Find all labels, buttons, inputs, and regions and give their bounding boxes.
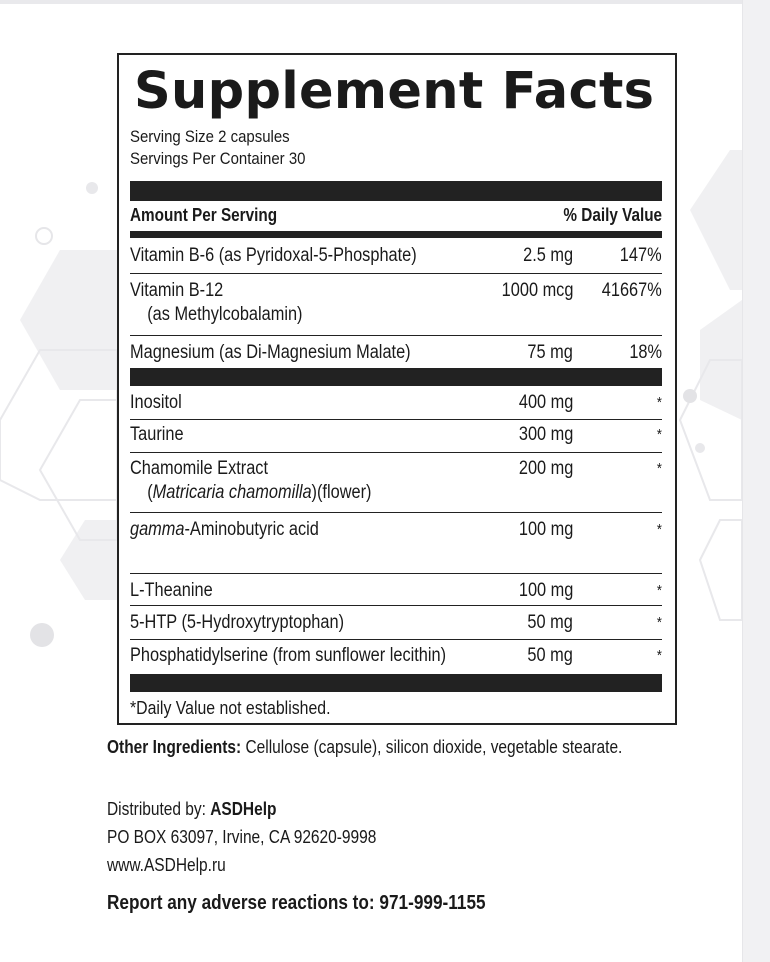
row-divider <box>130 335 662 336</box>
other-ingredients-label: Other Ingredients: <box>107 737 242 757</box>
ingredient-name-prefix: gamma <box>130 519 185 540</box>
panel-title: Supplement Facts <box>134 62 655 121</box>
row-divider <box>130 419 662 420</box>
distributor-address: PO BOX 63097, Irvine, CA 92620-9998 <box>107 827 377 847</box>
nutrient-amount: 1000 mcg <box>501 280 573 301</box>
ingredient-latin-name: Matricaria chamomilla <box>152 482 312 503</box>
ingredient-name: Inositol <box>130 392 182 413</box>
ingredient-name-block <box>130 457 371 505</box>
ingredient-daily-value: * <box>656 614 662 631</box>
supplement-facts-panel <box>117 53 677 725</box>
daily-value-header: % Daily Value <box>563 205 662 225</box>
ingredient-amount: 400 mg <box>518 392 573 413</box>
divider-thick <box>130 181 662 201</box>
right-side-panel <box>742 0 770 962</box>
distributor-label: Distributed by: <box>107 799 211 819</box>
ingredient-name-rest: -Aminobutyric acid <box>184 519 319 540</box>
ingredient-daily-value: * <box>656 460 662 477</box>
amount-per-serving-header: Amount Per Serving <box>130 205 278 225</box>
distributor-line <box>107 799 276 820</box>
ingredient-amount: 200 mg <box>518 458 573 479</box>
ingredient-name: Phosphatidylserine (from sunflower lecithin) <box>130 645 447 666</box>
servings-per-container: Servings Per Container 30 <box>130 149 306 168</box>
distributor-website: www.ASDHelp.ru <box>107 855 226 875</box>
row-divider <box>130 639 662 640</box>
row-divider <box>130 573 662 574</box>
divider-thick <box>130 674 662 692</box>
serving-size: Serving Size 2 capsules <box>130 127 290 146</box>
nutrient-name: Vitamin B-12 <box>130 280 224 301</box>
ingredient-name <box>130 518 319 542</box>
ingredient-amount: 300 mg <box>518 424 573 445</box>
distributor-name: ASDHelp <box>210 799 277 819</box>
other-ingredients <box>107 737 622 758</box>
ingredient-amount: 100 mg <box>518 580 573 601</box>
ingredient-daily-value: * <box>656 647 662 664</box>
ingredient-amount: 50 mg <box>527 645 573 666</box>
ingredient-amount: 100 mg <box>518 519 573 540</box>
ingredient-part: )(flower) <box>311 482 372 503</box>
divider-medium <box>130 231 662 238</box>
divider-thick <box>130 368 662 386</box>
nutrient-daily-value: 41667% <box>602 280 662 301</box>
ingredient-name: Chamomile Extract <box>130 458 269 479</box>
row-divider <box>130 512 662 513</box>
nutrient-name-block <box>130 279 302 327</box>
nutrient-daily-value: 18% <box>629 342 662 363</box>
nutrient-amount: 75 mg <box>527 342 573 363</box>
ingredient-source: (Matricaria chamomilla)(flower) <box>147 482 372 503</box>
ingredient-daily-value: * <box>656 582 662 599</box>
nutrient-amount: 2.5 mg <box>523 245 573 266</box>
ingredient-daily-value: * <box>656 426 662 443</box>
ingredient-name: L-Theanine <box>130 580 213 601</box>
ingredient-amount: 50 mg <box>527 612 573 633</box>
nutrient-name: Vitamin B-6 (as Pyridoxal-5-Phosphate) <box>130 245 417 266</box>
ingredient-daily-value: * <box>656 394 662 411</box>
daily-value-footnote: *Daily Value not established. <box>130 698 331 718</box>
nutrient-source: (as Methylcobalamin) <box>147 304 303 325</box>
other-ingredients-text: Cellulose (capsule), silicon dioxide, vegetable stearate. <box>241 737 623 757</box>
row-divider <box>130 605 662 606</box>
ingredient-name: 5-HTP (5-Hydroxytryptophan) <box>130 612 345 633</box>
row-divider <box>130 273 662 274</box>
ingredient-name: Taurine <box>130 424 184 445</box>
nutrient-name: Magnesium (as Di-Magnesium Malate) <box>130 342 411 363</box>
nutrient-daily-value: 147% <box>620 245 662 266</box>
adverse-reactions-line: Report any adverse reactions to: 971-999-1155 <box>107 892 486 914</box>
ingredient-daily-value: * <box>656 521 662 538</box>
row-divider <box>130 452 662 453</box>
